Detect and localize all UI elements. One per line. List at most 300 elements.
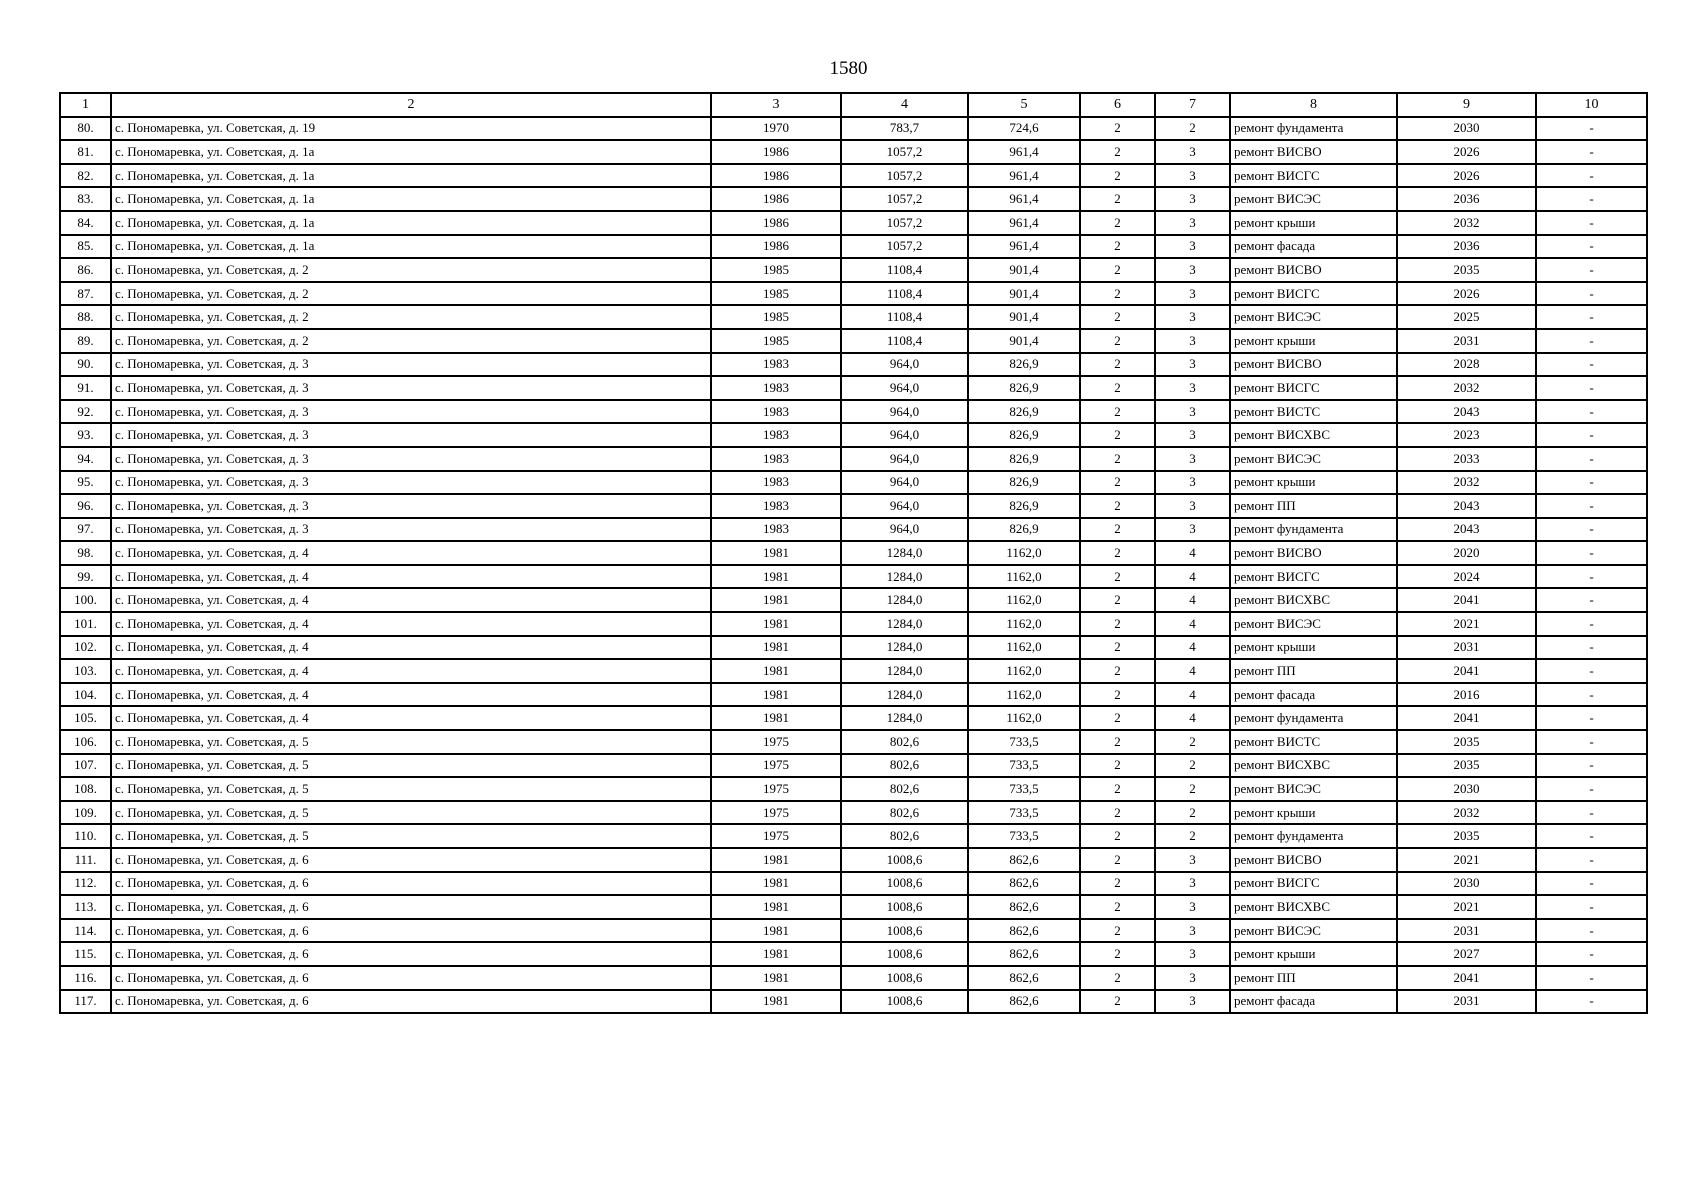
planned-year-cell: 2021 xyxy=(1397,612,1536,636)
entrances-cell: 2 xyxy=(1080,541,1155,565)
year-built-cell: 1975 xyxy=(711,777,841,801)
work-type-cell: ремонт крыши xyxy=(1230,471,1397,495)
year-built-cell: 1986 xyxy=(711,211,841,235)
living-area-cell: 1162,0 xyxy=(968,636,1080,660)
floors-cell: 2 xyxy=(1155,824,1230,848)
work-type-cell: ремонт ВИСХВС xyxy=(1230,895,1397,919)
floors-cell: 3 xyxy=(1155,848,1230,872)
note-cell: - xyxy=(1536,848,1647,872)
total-area-cell: 1284,0 xyxy=(841,659,968,683)
total-area-cell: 1284,0 xyxy=(841,565,968,589)
table-row xyxy=(60,683,1647,707)
table-row xyxy=(60,376,1647,400)
note-cell: - xyxy=(1536,447,1647,471)
row-number-cell: 103. xyxy=(60,659,111,683)
planned-year-cell: 2036 xyxy=(1397,187,1536,211)
floors-cell: 3 xyxy=(1155,990,1230,1014)
living-area-cell: 826,9 xyxy=(968,423,1080,447)
total-area-cell: 1008,6 xyxy=(841,919,968,943)
living-area-cell: 961,4 xyxy=(968,187,1080,211)
year-built-cell: 1983 xyxy=(711,471,841,495)
floors-cell: 3 xyxy=(1155,423,1230,447)
address-cell: с. Пономаревка, ул. Советская, д. 6 xyxy=(111,895,711,919)
planned-year-cell: 2032 xyxy=(1397,801,1536,825)
planned-year-cell: 2025 xyxy=(1397,305,1536,329)
row-number-cell: 87. xyxy=(60,282,111,306)
column-header-6: 6 xyxy=(1080,93,1155,117)
total-area-cell: 1008,6 xyxy=(841,942,968,966)
work-type-cell: ремонт ВИСХВС xyxy=(1230,423,1397,447)
address-cell: с. Пономаревка, ул. Советская, д. 4 xyxy=(111,683,711,707)
floors-cell: 4 xyxy=(1155,612,1230,636)
work-type-cell: ремонт ВИСВО xyxy=(1230,541,1397,565)
address-cell: с. Пономаревка, ул. Советская, д. 4 xyxy=(111,565,711,589)
address-cell: с. Пономаревка, ул. Советская, д. 5 xyxy=(111,801,711,825)
work-type-cell: ремонт фасада xyxy=(1230,683,1397,707)
work-type-cell: ремонт фундамента xyxy=(1230,824,1397,848)
row-number-cell: 102. xyxy=(60,636,111,660)
year-built-cell: 1983 xyxy=(711,400,841,424)
address-cell: с. Пономаревка, ул. Советская, д. 1а xyxy=(111,164,711,188)
planned-year-cell: 2030 xyxy=(1397,872,1536,896)
table-row xyxy=(60,872,1647,896)
table-row xyxy=(60,305,1647,329)
planned-year-cell: 2028 xyxy=(1397,353,1536,377)
living-area-cell: 862,6 xyxy=(968,966,1080,990)
planned-year-cell: 2035 xyxy=(1397,754,1536,778)
work-type-cell: ремонт фасада xyxy=(1230,990,1397,1014)
work-type-cell: ремонт крыши xyxy=(1230,942,1397,966)
year-built-cell: 1981 xyxy=(711,541,841,565)
note-cell: - xyxy=(1536,518,1647,542)
note-cell: - xyxy=(1536,329,1647,353)
floors-cell: 2 xyxy=(1155,117,1230,141)
year-built-cell: 1981 xyxy=(711,659,841,683)
address-cell: с. Пономаревка, ул. Советская, д. 3 xyxy=(111,471,711,495)
entrances-cell: 2 xyxy=(1080,353,1155,377)
year-built-cell: 1981 xyxy=(711,895,841,919)
planned-year-cell: 2016 xyxy=(1397,683,1536,707)
year-built-cell: 1981 xyxy=(711,683,841,707)
total-area-cell: 964,0 xyxy=(841,494,968,518)
row-number-cell: 97. xyxy=(60,518,111,542)
year-built-cell: 1981 xyxy=(711,565,841,589)
floors-cell: 3 xyxy=(1155,329,1230,353)
year-built-cell: 1975 xyxy=(711,730,841,754)
living-area-cell: 862,6 xyxy=(968,895,1080,919)
address-cell: с. Пономаревка, ул. Советская, д. 6 xyxy=(111,872,711,896)
floors-cell: 2 xyxy=(1155,777,1230,801)
planned-year-cell: 2041 xyxy=(1397,706,1536,730)
note-cell: - xyxy=(1536,471,1647,495)
work-type-cell: ремонт ВИСГС xyxy=(1230,565,1397,589)
living-area-cell: 826,9 xyxy=(968,376,1080,400)
planned-year-cell: 2026 xyxy=(1397,282,1536,306)
floors-cell: 3 xyxy=(1155,282,1230,306)
total-area-cell: 964,0 xyxy=(841,471,968,495)
table-row xyxy=(60,990,1647,1014)
planned-year-cell: 2035 xyxy=(1397,730,1536,754)
note-cell: - xyxy=(1536,895,1647,919)
total-area-cell: 1284,0 xyxy=(841,541,968,565)
work-type-cell: ремонт ВИСЭС xyxy=(1230,919,1397,943)
living-area-cell: 862,6 xyxy=(968,919,1080,943)
living-area-cell: 1162,0 xyxy=(968,612,1080,636)
note-cell: - xyxy=(1536,824,1647,848)
planned-year-cell: 2021 xyxy=(1397,895,1536,919)
entrances-cell: 2 xyxy=(1080,754,1155,778)
table-row xyxy=(60,919,1647,943)
total-area-cell: 1284,0 xyxy=(841,612,968,636)
entrances-cell: 2 xyxy=(1080,683,1155,707)
note-cell: - xyxy=(1536,730,1647,754)
table-row xyxy=(60,895,1647,919)
floors-cell: 3 xyxy=(1155,895,1230,919)
total-area-cell: 802,6 xyxy=(841,801,968,825)
address-cell: с. Пономаревка, ул. Советская, д. 5 xyxy=(111,777,711,801)
work-type-cell: ремонт крыши xyxy=(1230,211,1397,235)
note-cell: - xyxy=(1536,211,1647,235)
year-built-cell: 1983 xyxy=(711,494,841,518)
living-area-cell: 826,9 xyxy=(968,353,1080,377)
floors-cell: 4 xyxy=(1155,706,1230,730)
planned-year-cell: 2041 xyxy=(1397,659,1536,683)
table-row xyxy=(60,730,1647,754)
living-area-cell: 862,6 xyxy=(968,872,1080,896)
floors-cell: 3 xyxy=(1155,471,1230,495)
row-number-cell: 106. xyxy=(60,730,111,754)
floors-cell: 3 xyxy=(1155,305,1230,329)
note-cell: - xyxy=(1536,659,1647,683)
note-cell: - xyxy=(1536,612,1647,636)
living-area-cell: 862,6 xyxy=(968,990,1080,1014)
table-row xyxy=(60,282,1647,306)
note-cell: - xyxy=(1536,801,1647,825)
note-cell: - xyxy=(1536,187,1647,211)
table-row xyxy=(60,966,1647,990)
planned-year-cell: 2030 xyxy=(1397,777,1536,801)
total-area-cell: 1108,4 xyxy=(841,258,968,282)
planned-year-cell: 2031 xyxy=(1397,636,1536,660)
work-type-cell: ремонт ВИСВО xyxy=(1230,353,1397,377)
note-cell: - xyxy=(1536,541,1647,565)
address-cell: с. Пономаревка, ул. Советская, д. 5 xyxy=(111,754,711,778)
table-row xyxy=(60,329,1647,353)
planned-year-cell: 2031 xyxy=(1397,919,1536,943)
row-number-cell: 92. xyxy=(60,400,111,424)
planned-year-cell: 2031 xyxy=(1397,990,1536,1014)
planned-year-cell: 2043 xyxy=(1397,518,1536,542)
year-built-cell: 1983 xyxy=(711,423,841,447)
note-cell: - xyxy=(1536,400,1647,424)
year-built-cell: 1985 xyxy=(711,258,841,282)
work-type-cell: ремонт ВИСВО xyxy=(1230,258,1397,282)
table-header xyxy=(60,93,1647,117)
row-number-cell: 109. xyxy=(60,801,111,825)
year-built-cell: 1981 xyxy=(711,942,841,966)
planned-year-cell: 2032 xyxy=(1397,471,1536,495)
row-number-cell: 111. xyxy=(60,848,111,872)
note-cell: - xyxy=(1536,164,1647,188)
note-cell: - xyxy=(1536,706,1647,730)
address-cell: с. Пономаревка, ул. Советская, д. 1а xyxy=(111,187,711,211)
year-built-cell: 1970 xyxy=(711,117,841,141)
living-area-cell: 1162,0 xyxy=(968,588,1080,612)
address-cell: с. Пономаревка, ул. Советская, д. 5 xyxy=(111,824,711,848)
address-cell: с. Пономаревка, ул. Советская, д. 4 xyxy=(111,588,711,612)
table-row xyxy=(60,164,1647,188)
column-header-9: 9 xyxy=(1397,93,1536,117)
row-number-cell: 114. xyxy=(60,919,111,943)
living-area-cell: 733,5 xyxy=(968,824,1080,848)
planned-year-cell: 2035 xyxy=(1397,824,1536,848)
table-row xyxy=(60,494,1647,518)
total-area-cell: 1008,6 xyxy=(841,990,968,1014)
table-row xyxy=(60,258,1647,282)
row-number-cell: 90. xyxy=(60,353,111,377)
address-cell: с. Пономаревка, ул. Советская, д. 4 xyxy=(111,706,711,730)
entrances-cell: 2 xyxy=(1080,376,1155,400)
work-type-cell: ремонт ВИСВО xyxy=(1230,848,1397,872)
address-cell: с. Пономаревка, ул. Советская, д. 1а xyxy=(111,211,711,235)
note-cell: - xyxy=(1536,282,1647,306)
note-cell: - xyxy=(1536,777,1647,801)
living-area-cell: 961,4 xyxy=(968,164,1080,188)
planned-year-cell: 2043 xyxy=(1397,494,1536,518)
total-area-cell: 964,0 xyxy=(841,447,968,471)
work-type-cell: ремонт ВИСГС xyxy=(1230,872,1397,896)
table-row xyxy=(60,447,1647,471)
address-cell: с. Пономаревка, ул. Советская, д. 4 xyxy=(111,659,711,683)
total-area-cell: 1057,2 xyxy=(841,211,968,235)
floors-cell: 3 xyxy=(1155,942,1230,966)
total-area-cell: 964,0 xyxy=(841,518,968,542)
address-cell: с. Пономаревка, ул. Советская, д. 4 xyxy=(111,612,711,636)
year-built-cell: 1981 xyxy=(711,872,841,896)
planned-year-cell: 2032 xyxy=(1397,376,1536,400)
address-cell: с. Пономаревка, ул. Советская, д. 4 xyxy=(111,636,711,660)
note-cell: - xyxy=(1536,565,1647,589)
total-area-cell: 1108,4 xyxy=(841,329,968,353)
row-number-cell: 115. xyxy=(60,942,111,966)
work-type-cell: ремонт крыши xyxy=(1230,636,1397,660)
planned-year-cell: 2035 xyxy=(1397,258,1536,282)
total-area-cell: 1284,0 xyxy=(841,636,968,660)
year-built-cell: 1981 xyxy=(711,706,841,730)
table-row xyxy=(60,942,1647,966)
floors-cell: 3 xyxy=(1155,187,1230,211)
entrances-cell: 2 xyxy=(1080,895,1155,919)
note-cell: - xyxy=(1536,235,1647,259)
total-area-cell: 802,6 xyxy=(841,754,968,778)
entrances-cell: 2 xyxy=(1080,117,1155,141)
entrances-cell: 2 xyxy=(1080,824,1155,848)
floors-cell: 3 xyxy=(1155,164,1230,188)
living-area-cell: 901,4 xyxy=(968,305,1080,329)
row-number-cell: 107. xyxy=(60,754,111,778)
floors-cell: 4 xyxy=(1155,659,1230,683)
address-cell: с. Пономаревка, ул. Советская, д. 6 xyxy=(111,919,711,943)
table-row xyxy=(60,423,1647,447)
column-header-7: 7 xyxy=(1155,93,1230,117)
table-row xyxy=(60,541,1647,565)
note-cell: - xyxy=(1536,305,1647,329)
address-cell: с. Пономаревка, ул. Советская, д. 3 xyxy=(111,494,711,518)
total-area-cell: 802,6 xyxy=(841,730,968,754)
entrances-cell: 2 xyxy=(1080,659,1155,683)
work-type-cell: ремонт ПП xyxy=(1230,494,1397,518)
planned-year-cell: 2043 xyxy=(1397,400,1536,424)
work-type-cell: ремонт ВИСТС xyxy=(1230,400,1397,424)
living-area-cell: 1162,0 xyxy=(968,683,1080,707)
year-built-cell: 1985 xyxy=(711,282,841,306)
table-row xyxy=(60,612,1647,636)
work-type-cell: ремонт фундамента xyxy=(1230,706,1397,730)
living-area-cell: 826,9 xyxy=(968,447,1080,471)
row-number-cell: 88. xyxy=(60,305,111,329)
living-area-cell: 1162,0 xyxy=(968,706,1080,730)
floors-cell: 3 xyxy=(1155,235,1230,259)
living-area-cell: 733,5 xyxy=(968,730,1080,754)
year-built-cell: 1981 xyxy=(711,990,841,1014)
planned-year-cell: 2030 xyxy=(1397,117,1536,141)
page-number: 1580 xyxy=(829,58,868,79)
planned-year-cell: 2041 xyxy=(1397,588,1536,612)
year-built-cell: 1981 xyxy=(711,966,841,990)
table-row xyxy=(60,117,1647,141)
entrances-cell: 2 xyxy=(1080,730,1155,754)
address-cell: с. Пономаревка, ул. Советская, д. 2 xyxy=(111,282,711,306)
address-cell: с. Пономаревка, ул. Советская, д. 6 xyxy=(111,966,711,990)
floors-cell: 3 xyxy=(1155,400,1230,424)
floors-cell: 3 xyxy=(1155,376,1230,400)
entrances-cell: 2 xyxy=(1080,777,1155,801)
living-area-cell: 1162,0 xyxy=(968,659,1080,683)
note-cell: - xyxy=(1536,117,1647,141)
entrances-cell: 2 xyxy=(1080,565,1155,589)
entrances-cell: 2 xyxy=(1080,706,1155,730)
floors-cell: 2 xyxy=(1155,730,1230,754)
entrances-cell: 2 xyxy=(1080,494,1155,518)
year-built-cell: 1975 xyxy=(711,824,841,848)
year-built-cell: 1985 xyxy=(711,329,841,353)
note-cell: - xyxy=(1536,494,1647,518)
row-number-cell: 86. xyxy=(60,258,111,282)
entrances-cell: 2 xyxy=(1080,187,1155,211)
planned-year-cell: 2033 xyxy=(1397,447,1536,471)
year-built-cell: 1986 xyxy=(711,164,841,188)
total-area-cell: 1108,4 xyxy=(841,282,968,306)
column-header-3: 3 xyxy=(711,93,841,117)
row-number-cell: 98. xyxy=(60,541,111,565)
entrances-cell: 2 xyxy=(1080,235,1155,259)
note-cell: - xyxy=(1536,683,1647,707)
address-cell: с. Пономаревка, ул. Советская, д. 19 xyxy=(111,117,711,141)
entrances-cell: 2 xyxy=(1080,872,1155,896)
planned-year-cell: 2036 xyxy=(1397,235,1536,259)
living-area-cell: 826,9 xyxy=(968,518,1080,542)
living-area-cell: 901,4 xyxy=(968,258,1080,282)
work-type-cell: ремонт ВИСВО xyxy=(1230,140,1397,164)
note-cell: - xyxy=(1536,140,1647,164)
entrances-cell: 2 xyxy=(1080,518,1155,542)
living-area-cell: 733,5 xyxy=(968,777,1080,801)
work-type-cell: ремонт ВИСЭС xyxy=(1230,612,1397,636)
living-area-cell: 1162,0 xyxy=(968,541,1080,565)
column-header-2: 2 xyxy=(111,93,711,117)
row-number-cell: 83. xyxy=(60,187,111,211)
table-body xyxy=(60,117,1647,1014)
total-area-cell: 964,0 xyxy=(841,423,968,447)
table-row xyxy=(60,754,1647,778)
note-cell: - xyxy=(1536,872,1647,896)
total-area-cell: 1057,2 xyxy=(841,235,968,259)
work-type-cell: ремонт ВИСТС xyxy=(1230,730,1397,754)
column-header-1: 1 xyxy=(60,93,111,117)
address-cell: с. Пономаревка, ул. Советская, д. 2 xyxy=(111,329,711,353)
total-area-cell: 1057,2 xyxy=(841,187,968,211)
address-cell: с. Пономаревка, ул. Советская, д. 6 xyxy=(111,990,711,1014)
row-number-cell: 94. xyxy=(60,447,111,471)
total-area-cell: 1008,6 xyxy=(841,848,968,872)
work-type-cell: ремонт ВИСЭС xyxy=(1230,305,1397,329)
entrances-cell: 2 xyxy=(1080,282,1155,306)
year-built-cell: 1986 xyxy=(711,235,841,259)
planned-year-cell: 2027 xyxy=(1397,942,1536,966)
work-type-cell: ремонт ВИСГС xyxy=(1230,164,1397,188)
living-area-cell: 733,5 xyxy=(968,801,1080,825)
planned-year-cell: 2023 xyxy=(1397,423,1536,447)
address-cell: с. Пономаревка, ул. Советская, д. 3 xyxy=(111,423,711,447)
table-row xyxy=(60,659,1647,683)
address-cell: с. Пономаревка, ул. Советская, д. 1а xyxy=(111,140,711,164)
row-number-cell: 113. xyxy=(60,895,111,919)
total-area-cell: 1284,0 xyxy=(841,683,968,707)
address-cell: с. Пономаревка, ул. Советская, д. 2 xyxy=(111,258,711,282)
living-area-cell: 901,4 xyxy=(968,329,1080,353)
total-area-cell: 1008,6 xyxy=(841,966,968,990)
entrances-cell: 2 xyxy=(1080,211,1155,235)
row-number-cell: 110. xyxy=(60,824,111,848)
year-built-cell: 1983 xyxy=(711,376,841,400)
year-built-cell: 1981 xyxy=(711,636,841,660)
total-area-cell: 1008,6 xyxy=(841,895,968,919)
entrances-cell: 2 xyxy=(1080,966,1155,990)
entrances-cell: 2 xyxy=(1080,471,1155,495)
work-type-cell: ремонт ВИСХВС xyxy=(1230,754,1397,778)
year-built-cell: 1983 xyxy=(711,518,841,542)
row-number-cell: 84. xyxy=(60,211,111,235)
table-row xyxy=(60,235,1647,259)
address-cell: с. Пономаревка, ул. Советская, д. 3 xyxy=(111,376,711,400)
living-area-cell: 826,9 xyxy=(968,471,1080,495)
row-number-cell: 80. xyxy=(60,117,111,141)
note-cell: - xyxy=(1536,919,1647,943)
row-number-cell: 108. xyxy=(60,777,111,801)
column-header-5: 5 xyxy=(968,93,1080,117)
living-area-cell: 826,9 xyxy=(968,494,1080,518)
entrances-cell: 2 xyxy=(1080,588,1155,612)
year-built-cell: 1975 xyxy=(711,754,841,778)
year-built-cell: 1981 xyxy=(711,612,841,636)
floors-cell: 3 xyxy=(1155,494,1230,518)
entrances-cell: 2 xyxy=(1080,258,1155,282)
year-built-cell: 1986 xyxy=(711,140,841,164)
year-built-cell: 1983 xyxy=(711,447,841,471)
planned-year-cell: 2020 xyxy=(1397,541,1536,565)
row-number-cell: 112. xyxy=(60,872,111,896)
work-type-cell: ремонт ВИСЭС xyxy=(1230,187,1397,211)
